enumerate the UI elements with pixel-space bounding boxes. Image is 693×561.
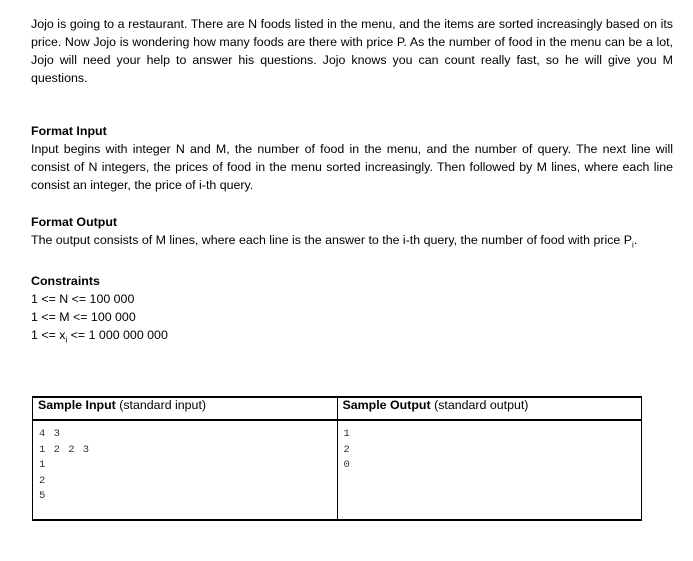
sample-input-line: 1 [39,459,47,471]
sample-input-line: 5 [39,490,47,502]
constraint-n: 1 <= N <= 100 000 [31,292,135,306]
constraints-heading: Constraints [31,274,100,288]
constraint-x-start: 1 <= x [31,328,66,342]
sample-table [32,396,642,521]
sample-output-line: 0 [343,459,351,471]
intro-paragraph: Jojo is going to a restaurant. There are N foods listed in the menu, and the items are sorted increasingly based on its price. Now Jojo is wondering how many foods are there with price P. As the number of food in the menu can be a lot, Jojo will need your help to answer his questions. Jojo knows you can count really fast, so he will give you M questions. [31,17,673,85]
format-output-text-main: The output consists of M lines, where each line is the answer to the i-th query, the number of food with price P [31,233,633,247]
format-input-text: Input begins with integer N and M, the number of food in the menu, and the number of query. The next line will consist of N integers, the prices of food in the menu sorted increasingly. Then followed by M lines, where each line consist an integer, the price of i-th query. [31,142,673,192]
sample-input-line: 4 3 [39,428,61,440]
sample-output-header [337,397,642,420]
constraint-m: 1 <= M <= 100 000 [31,310,136,324]
sample-input-line: 1 2 2 3 [39,443,91,456]
format-input-section [31,122,673,194]
sample-input-header-bold: Sample Input [38,398,116,412]
format-output-heading: Format Output [31,215,118,229]
constraint-x-end: <= 1 000 000 000 [67,328,168,342]
sample-output-header-rest: (standard output) [430,398,529,412]
sample-output-line: 1 [343,428,351,440]
format-output-text-end: . [633,233,638,247]
format-output-subscript: i [632,240,634,250]
sample-output-cell[interactable] [337,420,642,520]
sample-output-header-bold: Sample Output [342,398,431,412]
sample-output-line: 2 [343,443,351,456]
format-output-section [31,213,673,249]
sample-input-line: 2 [39,474,47,487]
constraint-x [31,326,673,344]
sample-input-cell[interactable] [33,420,338,520]
problem-statement [31,15,673,363]
format-input-heading: Format Input [31,124,107,138]
format-output-text [31,231,673,249]
sample-input-header-rest: (standard input) [115,398,207,412]
constraints-section [31,272,673,344]
sample-input-header [33,397,338,420]
constraint-x-subscript: i [65,335,68,345]
